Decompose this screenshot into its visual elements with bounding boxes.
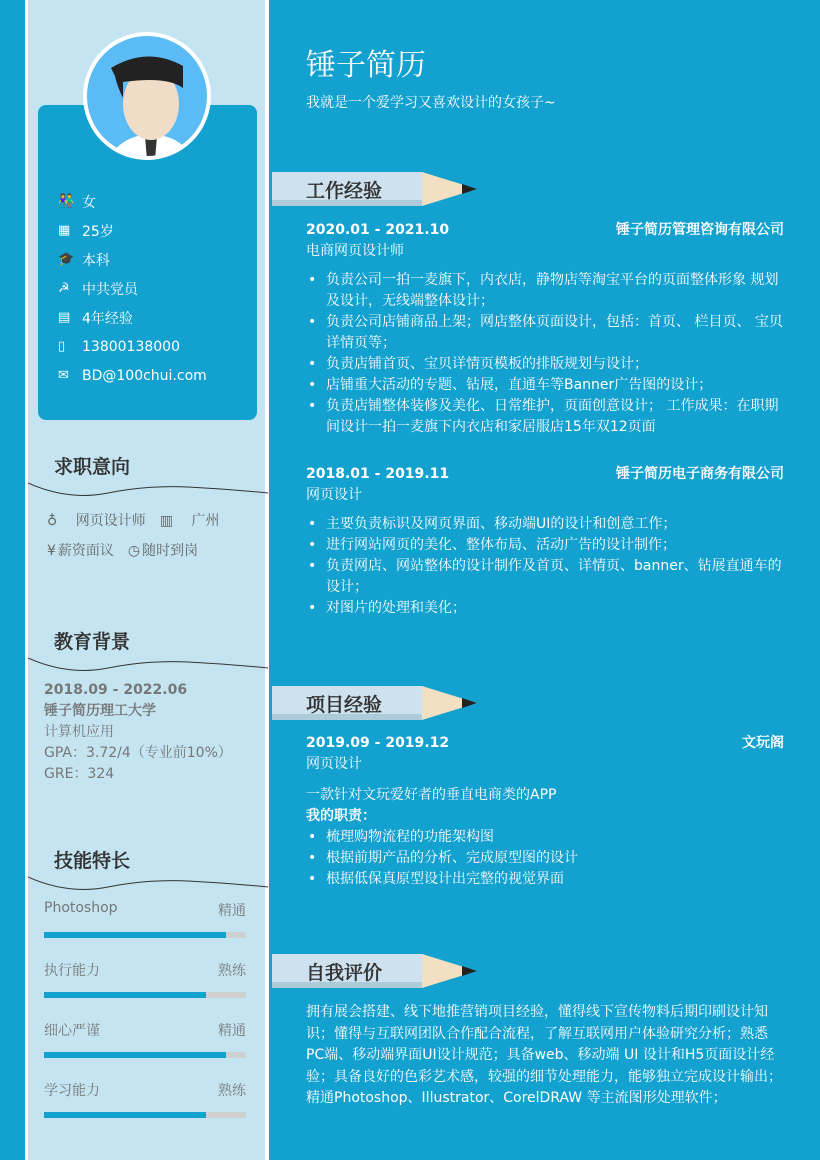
skill-name: Photoshop (44, 900, 118, 916)
skill-level: 精通 (218, 903, 246, 919)
edu-period: 2018.09 - 2022.06 (44, 682, 188, 698)
skill-bar-fill (44, 992, 206, 998)
info-age (58, 216, 207, 245)
intent-salary: 薪资面议 (57, 543, 114, 559)
list-item: • 负责公司一拍一麦旗下，内衣店，静物店等淘宝平台的页面整体形象 规划及设计，无线端整体设计； (306, 270, 784, 312)
calendar-icon: ▦ (58, 223, 71, 238)
list-item: • 店铺重大活动的专题、钻展，直通车等Banner广告图的设计； (306, 375, 784, 396)
job-role: 网页设计 (306, 487, 362, 503)
degree-text: 本科 (82, 252, 110, 269)
list-item: • 负责网店、网站整体的设计制作及首页、详情页、banner、钻展直通车的设计； (306, 556, 784, 598)
list-item: • 主要负责标识及网页界面、移动端UI的设计和创意工作； (306, 514, 784, 535)
project-period: 2019.09 - 2019.12 (306, 735, 450, 751)
personal-info (58, 187, 207, 390)
sidebar (25, 0, 269, 1160)
phone-icon: ▯ (58, 339, 66, 354)
skill-item (44, 1020, 246, 1058)
education-heading (28, 627, 268, 674)
intent-list (47, 506, 233, 566)
job-period: 2018.01 - 2019.11 (306, 466, 450, 482)
skill-name: 学习能力 (44, 1083, 100, 1099)
work-title: 工作经验 (306, 180, 383, 202)
project-desc: 一款针对文玩爱好者的垂直电商类的APP (306, 787, 557, 803)
skill-item (44, 900, 246, 938)
duty-label: 我的职责： (306, 808, 376, 824)
self-evaluation: 拥有展会搭建、线下地推营销项目经验，懂得线下宣传物料后期印刷设计知识；懂得与互联网团队合作配合流程，了解互联网用户体验研究分析；熟悉PC端、移动端界面UI设计规范；具备web、移动端 UI 设计和H5页面设计经验；具备良好的色彩艺术感，较强的细节处理能力，能够独立完成设计输出；精通Photoshop、Illustrator、CorelDRAW 等主流图形处理软件； (306, 1004, 782, 1106)
building-icon: ▥ (159, 513, 173, 529)
skill-bar-fill (44, 932, 226, 938)
project-name: 文玩阁 (742, 735, 784, 751)
party-text: 中共党员 (82, 281, 138, 298)
job-bullets (306, 270, 784, 438)
info-phone (58, 332, 207, 361)
education-title: 教育背景 (54, 631, 131, 653)
age-text: 25岁 (82, 223, 114, 240)
project-bullets (306, 827, 784, 890)
skill-bar (44, 992, 246, 998)
email-link[interactable]: BD@100chui.com (82, 367, 207, 384)
skill-level: 熟练 (218, 1083, 246, 1099)
mail-icon: ✉ (58, 368, 69, 383)
skill-bar (44, 1112, 246, 1118)
experience-text: 4年经验 (82, 310, 133, 327)
project-entry (306, 733, 784, 890)
gender-text: 女 (82, 194, 96, 211)
tagline: 我就是一个爱学习又喜欢设计的女孩子~ (306, 95, 556, 111)
skills-heading (28, 846, 268, 893)
skill-name: 执行能力 (44, 963, 100, 979)
skill-level: 熟练 (218, 963, 246, 979)
skill-name: 细心严谨 (44, 1023, 100, 1039)
wave-divider (28, 654, 268, 674)
job-company: 锤子简历管理咨询有限公司 (616, 222, 784, 238)
section-header-self (272, 952, 482, 992)
edu-gpa: GPA：3.72/4（专业前10%） (44, 745, 232, 761)
list-item: • 负责店铺首页、宝贝详情页模板的排版规划与设计； (306, 354, 784, 375)
skill-bar (44, 1052, 246, 1058)
clipboard-icon: ▤ (58, 310, 71, 325)
skill-item (44, 1080, 246, 1118)
info-party (58, 274, 207, 303)
list-item: • 梳理购物流程的功能架构图 (306, 827, 784, 848)
intent-heading (28, 452, 268, 499)
intent-position: 网页设计师 (75, 513, 146, 529)
page-title: 锤子简历 (306, 48, 426, 83)
tie-icon: ♁ (47, 513, 58, 529)
edu-school: 锤子简历理工大学 (44, 703, 156, 719)
section-header-work (272, 170, 482, 210)
edu-gre: GRE：324 (44, 766, 115, 782)
list-item: • 负责公司店铺商品上架；网店整体页面设计，包括：首页、 栏目页、 宝贝详情页等； (306, 312, 784, 354)
skill-bar-fill (44, 1052, 226, 1058)
section-header-project (272, 684, 482, 724)
skill-bar (44, 932, 246, 938)
list-item: • 根据前期产品的分析、完成原型图的设计 (306, 848, 784, 869)
party-icon: ☭ (58, 281, 70, 296)
intent-city: 广州 (191, 513, 220, 529)
skill-bar-fill (44, 1112, 206, 1118)
info-experience (58, 303, 207, 332)
edu-major: 计算机应用 (44, 724, 114, 740)
project-role: 网页设计 (306, 756, 362, 772)
job-entry (306, 220, 784, 438)
job-company: 锤子简历电子商务有限公司 (616, 466, 784, 482)
info-gender (58, 187, 207, 216)
yen-icon: ¥ (47, 543, 56, 559)
list-item: • 负责店铺整体装修及美化、日常维护，页面创意设计； 工作成果：在职期间设计一拍一麦旗下内衣店和家居服店15年双12页面 (306, 396, 784, 438)
avatar (83, 32, 211, 160)
intent-availability: 随时到岗 (142, 543, 199, 559)
self-title: 自我评价 (306, 962, 383, 984)
skills-title: 技能特长 (54, 850, 131, 872)
phone-text: 13800138000 (82, 338, 180, 355)
wave-divider (28, 873, 268, 893)
info-degree (58, 245, 207, 274)
list-item: • 根据低保真原型设计出完整的视觉界面 (306, 869, 784, 890)
job-period: 2020.01 - 2021.10 (306, 222, 450, 238)
job-entry (306, 464, 784, 619)
education-block (44, 680, 232, 785)
list-item: • 对图片的处理和美化； (306, 598, 784, 619)
graduation-cap-icon: 🎓 (58, 252, 75, 267)
info-email (58, 361, 207, 390)
list-item: • 进行网站网页的美化、整体布局、活动广告的设计制作； (306, 535, 784, 556)
gender-icon: 👫 (58, 194, 75, 209)
intent-title: 求职意向 (54, 456, 131, 478)
job-role: 电商网页设计师 (306, 243, 404, 259)
project-title: 项目经验 (306, 694, 383, 716)
skill-item (44, 960, 246, 998)
skill-level: 精通 (218, 1023, 246, 1039)
wave-divider (28, 479, 268, 499)
job-bullets (306, 514, 784, 619)
clock-icon: ◷ (127, 543, 141, 559)
